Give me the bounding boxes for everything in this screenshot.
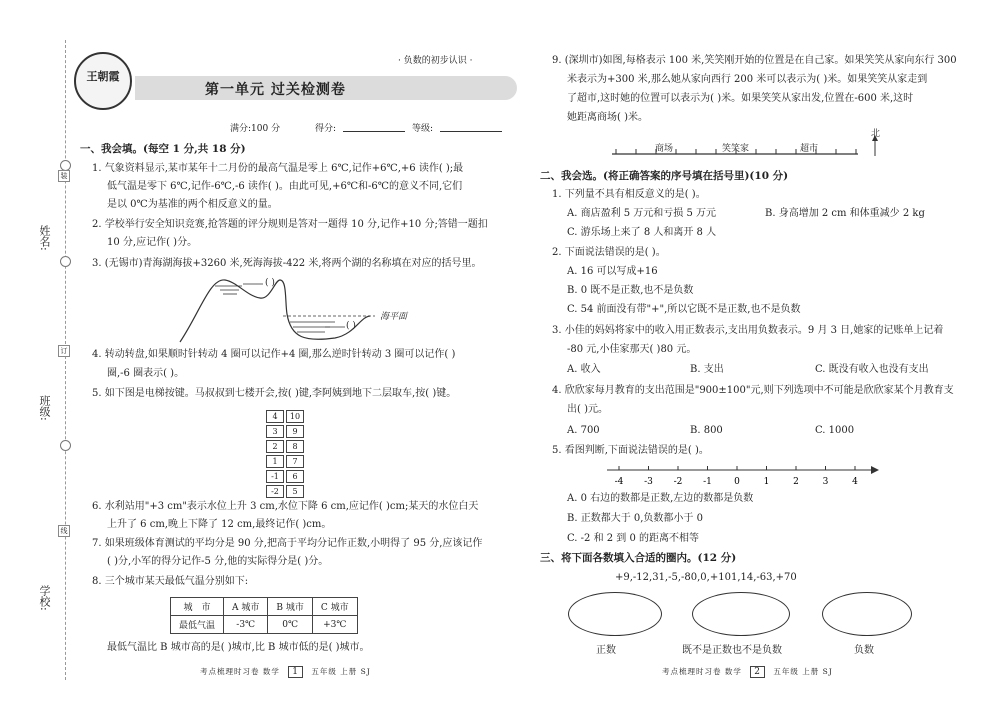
q3-answer-1[interactable]: ( )	[265, 278, 275, 288]
neither-label: 既不是正数也不是负数	[682, 645, 782, 656]
binding-line	[65, 40, 66, 680]
number-line-label: -3	[644, 477, 653, 487]
neither-circle[interactable]	[692, 592, 790, 636]
table-header: B 城市	[268, 598, 312, 616]
table-header: 城 市	[171, 598, 224, 616]
page-title: 第一单元 过关检测卷	[205, 82, 346, 98]
label-home: 笑笑家	[722, 144, 750, 154]
punch-hole	[60, 440, 71, 451]
q5-text: 5. 如下图是电梯按键。马叔叔到七楼开会,按( )键,李阿姨到地下二层取车,按( )键。	[92, 388, 457, 399]
section-1-title: 一、我会填。(每空 1 分,共 18 分)	[80, 143, 246, 155]
s2-q4-option-b[interactable]: B. 800	[690, 425, 723, 436]
q1-line2: 低气温是零下 6℃,记作-6℃,-6 读作( )。由此可见,+6℃和-6℃的意义不同,它们	[107, 181, 463, 192]
number-line-label: -1	[703, 477, 712, 487]
elevator-button: 9	[286, 425, 304, 438]
s2-q3-line2: -80 元,小佳家那天( )80 元。	[567, 344, 697, 355]
page-number: 2	[750, 666, 765, 678]
s2-q1-option-a[interactable]: A. 商店盈利 5 万元和亏损 5 万元	[567, 208, 717, 219]
table-cell: +3℃	[312, 616, 357, 634]
logo-text: 王朝霞	[86, 70, 120, 83]
number-line-label: 0	[734, 477, 740, 487]
q9-line4: 她距离商场( )米。	[567, 112, 648, 123]
s2-q3-option-b[interactable]: B. 支出	[690, 364, 724, 375]
q9-road-diagram	[610, 132, 890, 164]
elevator-button: 3	[266, 425, 284, 438]
q6-line1: 6. 水利站用"+3 cm"表示水位上升 3 cm,水位下降 6 cm,应记作( )cm;某天的水位白天	[92, 501, 479, 512]
elevator-button: -2	[266, 485, 284, 498]
chapter-tag: · 负数的初步认识 ·	[398, 56, 473, 66]
number-line-label: 2	[793, 477, 799, 487]
section-3-title: 三、将下面各数填入合适的圈内。(12 分)	[540, 552, 737, 564]
s2-q4-option-c[interactable]: C. 1000	[815, 425, 855, 436]
s2-q3-line1: 3. 小佳的妈妈将家中的收入用正数表示,支出用负数表示。9 月 3 日,她家的记账单上记着	[552, 325, 944, 336]
q1-line3: 是以 0℃为基准的两个相反意义的量。	[107, 199, 278, 210]
q6-line2: 上升了 6 cm,晚上下降了 12 cm,最终记作( )cm。	[107, 519, 332, 530]
punch-hole	[60, 256, 71, 267]
q9-line2: 米表示为+300 米,那么她从家向西行 200 米可以表示为( )米。如果笑笑从家走到	[567, 74, 928, 85]
q2-line2: 10 分,应记作( )分。	[107, 237, 198, 248]
north-label: 北	[871, 129, 881, 139]
elevator-button: 10	[286, 410, 304, 423]
left-footer	[200, 666, 371, 678]
elevator-button: 5	[286, 485, 304, 498]
q2-line1: 2. 学校举行安全知识竞赛,抢答题的评分规则是答对一题得 10 分,记作+10 分;答错一题扣	[92, 219, 488, 230]
s2-q2-option-b[interactable]: B. 0 既不是正数,也不是负数	[567, 285, 694, 296]
s2-q2-option-c[interactable]: C. 54 前面没有带"+",所以它既不是正数,也不是负数	[567, 304, 801, 315]
number-line-label: 1	[763, 477, 770, 487]
q1-line1: 1. 气象资料显示,某市某年十二月份的最高气温是零上 6℃,记作+6℃,+6 读作( );最	[92, 163, 464, 174]
right-footer	[662, 666, 833, 678]
number-line-arrow	[871, 466, 879, 474]
negative-label: 负数	[854, 645, 874, 656]
number-line-label: 3	[822, 477, 829, 487]
elevator-button: 1	[266, 455, 284, 468]
footer-grade: 五年级 上册 SJ	[773, 667, 833, 676]
s2-q1-option-b[interactable]: B. 身高增加 2 cm 和体重减少 2 kg	[765, 208, 925, 219]
s2-q4-option-a[interactable]: A. 700	[567, 425, 600, 436]
q8-text: 8. 三个城市某天最低气温分别如下:	[92, 576, 249, 587]
publisher-logo	[74, 52, 132, 110]
name-label: 姓名:	[38, 225, 51, 251]
q4-line2: 圈,-6 圈表示( )。	[107, 368, 185, 379]
q3-text: 3. (无锡市)青海湖海拔+3260 米,死海海拔-422 米,将两个湖的名称填在对应的括号里。	[92, 258, 482, 269]
q4-line1: 4. 转动转盘,如果顺时针转动 4 圈可以记作+4 圈,那么逆时针转动 3 圈可以记作( )	[92, 349, 456, 360]
positive-circle[interactable]	[568, 592, 662, 636]
number-line-label: 4	[852, 477, 858, 487]
s3-number-list: +9,-12,31,-5,-80,0,+101,14,-63,+70	[615, 572, 797, 583]
label-mall: 商场	[655, 144, 674, 154]
s2-q3-option-c[interactable]: C. 既没有收入也没有支出	[815, 364, 929, 375]
q7-line1: 7. 如果班级体育测试的平均分是 90 分,把高于平均分记作正数,小明得了 95 分,应该记作	[92, 538, 483, 549]
page-number: 1	[288, 666, 303, 678]
q3-altitude-diagram	[175, 272, 425, 344]
table-cell: 最低气温	[171, 616, 224, 634]
sea-level-label: 海平面	[380, 312, 408, 322]
s2-q1-option-c[interactable]: C. 游乐场上来了 8 人和离开 8 人	[567, 227, 717, 238]
elevator-button: 7	[286, 455, 304, 468]
elevator-button: 6	[286, 470, 304, 483]
section-2-title: 二、我会选。(将正确答案的序号填在括号里)(10 分)	[540, 170, 789, 182]
grade-label: 等级:	[412, 124, 434, 134]
s2-q5-option-c[interactable]: C. -2 和 2 到 0 的距离不相等	[567, 533, 700, 544]
s2-q2: 2. 下面说法错误的是( )。	[552, 247, 666, 258]
s2-q2-option-a[interactable]: A. 16 可以写成+16	[567, 266, 658, 277]
s2-q5-option-a[interactable]: A. 0 右边的数都是正数,左边的数都是负数	[567, 493, 754, 504]
q3-answer-2[interactable]: ( )	[346, 321, 356, 331]
class-label: 班级:	[38, 395, 51, 421]
terrain-line	[180, 280, 370, 342]
q9-line3: 了超市,这时她的位置可以表示为( )米。如果笑笑从家出发,位置在-600 米,这时	[567, 93, 914, 104]
s2-q1: 1. 下列量不具有相反意义的是( )。	[552, 189, 706, 200]
s2-q3-option-a[interactable]: A. 收入	[567, 364, 601, 375]
table-header: A 城市	[224, 598, 268, 616]
table-header: C 城市	[312, 598, 357, 616]
binding-tab: 装	[58, 170, 70, 182]
s2-q5-option-b[interactable]: B. 正数都大于 0,负数都小于 0	[567, 513, 703, 524]
binding-tab: 线	[58, 525, 70, 537]
label-supermarket: 超市	[800, 144, 819, 154]
q7-line2: ( )分,小军的得分记作-5 分,他的实际得分是( )分。	[107, 556, 329, 567]
elevator-button: 8	[286, 440, 304, 453]
number-line-label: -2	[673, 477, 683, 487]
elevator-panel	[264, 408, 306, 500]
number-line	[605, 460, 885, 490]
score-blank[interactable]	[343, 131, 405, 132]
table-cell: -3℃	[224, 616, 268, 634]
q8-line2: 最低气温比 B 城市高的是( )城市,比 B 城市低的是( )城市。	[107, 642, 370, 653]
grade-blank[interactable]	[440, 131, 502, 132]
elevator-button: 2	[266, 440, 284, 453]
s2-q4-line1: 4. 欣欣家每月教育的支出范围是"900±100"元,则下列选项中不可能是欣欣家某个月教育支	[552, 385, 954, 396]
table-cell: 0℃	[268, 616, 312, 634]
elevator-button: -1	[266, 470, 284, 483]
school-label: 学校:	[38, 585, 51, 611]
footer-series: 考点梳理时习卷 数学	[662, 667, 742, 676]
q8-temperature-table	[170, 597, 358, 634]
full-marks: 满分:100 分	[230, 124, 281, 134]
score-label: 得分:	[315, 124, 337, 134]
positive-label: 正数	[596, 645, 616, 656]
footer-series: 考点梳理时习卷 数学	[200, 667, 280, 676]
s2-q5: 5. 看图判断,下面说法错误的是( )。	[552, 445, 709, 456]
q9-line1: 9. (深圳市)如图,每格表示 100 米,笑笑刚开始的位置是在自己家。如果笑笑从家向东行 300	[552, 55, 957, 66]
elevator-button: 4	[266, 410, 284, 423]
footer-grade: 五年级 上册 SJ	[311, 667, 371, 676]
s2-q4-line2: 出( )元。	[567, 404, 608, 415]
number-line-label: -4	[614, 477, 624, 487]
negative-circle[interactable]	[822, 592, 912, 636]
binding-tab: 订	[58, 345, 70, 357]
